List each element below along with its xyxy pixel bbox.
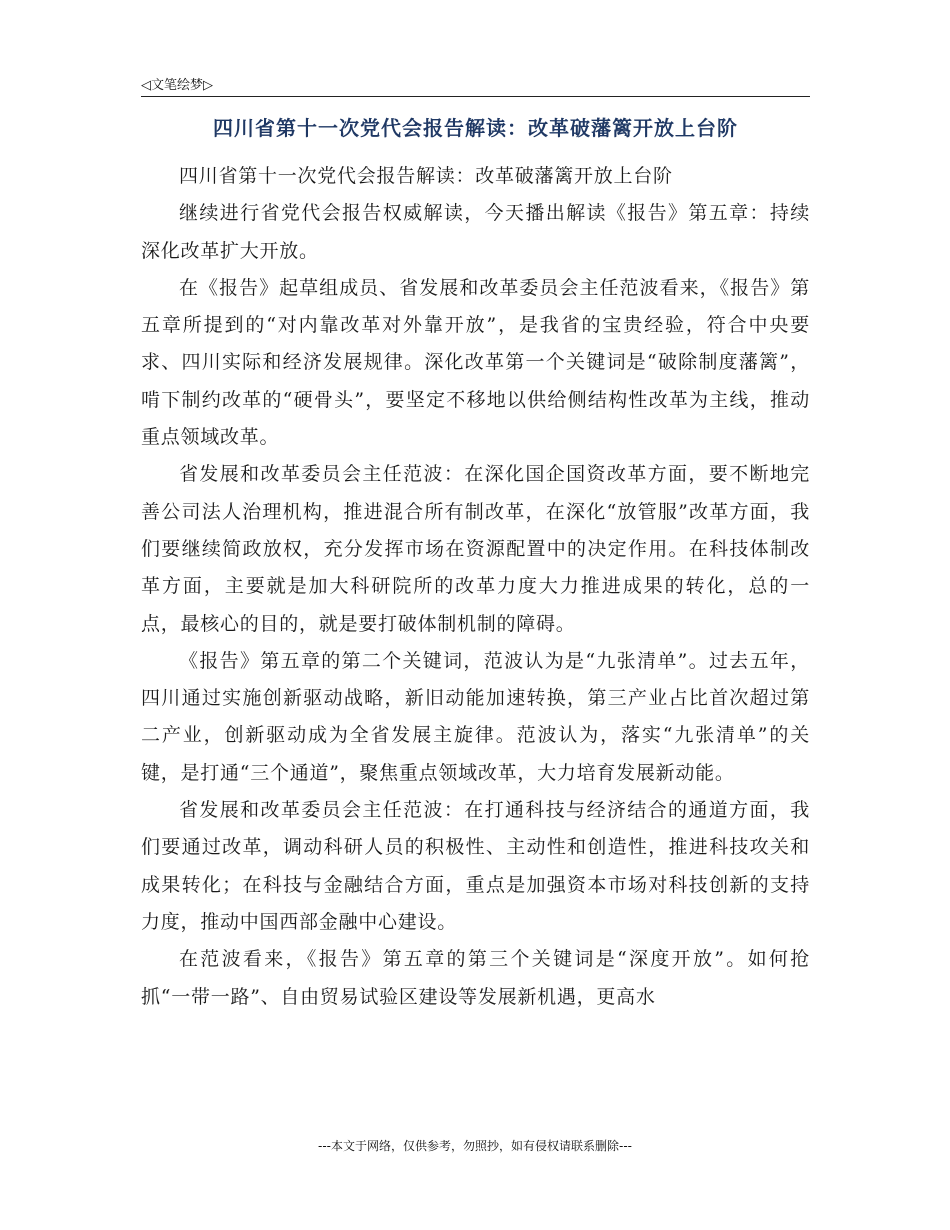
header-brand: ◁文笔绘梦▷	[141, 78, 213, 93]
page-footer: ---本文于网络，仅供参考，勿照抄，如有侵权请联系删除---	[318, 1139, 632, 1153]
body-paragraph: 四川省第十一次党代会报告解读：改革破藩篱开放上台阶	[179, 165, 673, 187]
body-paragraph: 省发展和改革委员会主任范波：在打通科技与经济结合的通道方面，我们要通过改革，调动科研人员的积极性、主动性和创造性，推进科技攻关和成果转化；在科技与金融结合方面，重点是加强资本市场对科技创新的支持力度，推动中国西部金融中心建设。	[141, 799, 810, 933]
document-title: 四川省第十一次党代会报告解读：改革破藩篱开放上台阶	[213, 116, 738, 140]
body-paragraph: 省发展和改革委员会主任范波：在深化国企国资改革方面，要不断地完善公司法人治理机构，推进混合所有制改革，在深化“放管服”改革方面，我们要继续简政放权，充分发挥市场在资源配置中的决定作用。在科技体制改革方面，主要就是加大科研院所的改革力度大力推进成果的转化，总的一点，最核心的目的，就是要打破体制机制的障碍。	[141, 463, 810, 635]
body-paragraph: 继续进行省党代会报告权威解读，今天播出解读《报告》第五章：持续深化改革扩大开放。	[141, 202, 810, 262]
body-paragraph: 在范波看来，《报告》第五章的第三个关键词是“深度开放”。如何抢抓“一带一路”、自由贸易试验区建设等发展新机遇，更高水	[141, 948, 810, 1008]
page-header	[141, 72, 810, 97]
document-body	[141, 158, 810, 1016]
body-paragraph: 在《报告》起草组成员、省发展和改革委员会主任范波看来，《报告》第五章所提到的“对内靠改革对外靠开放”，是我省的宝贵经验，符合中央要求、四川实际和经济发展规律。深化改革第一个关键词是“破除制度藩篱”，啃下制约改革的“硬骨头”，要坚定不移地以供给侧结构性改革为主线，推动重点领域改革。	[141, 276, 810, 449]
body-paragraph: 《报告》第五章的第二个关键词，范波认为是“九张清单”。过去五年，四川通过实施创新驱动战略，新旧动能加速转换，第三产业占比首次超过第二产业，创新驱动成为全省发展主旋律。范波认为，落实“九张清单”的关键，是打通“三个通道”，聚焦重点领域改革，大力培育发展新动能。	[141, 649, 810, 784]
